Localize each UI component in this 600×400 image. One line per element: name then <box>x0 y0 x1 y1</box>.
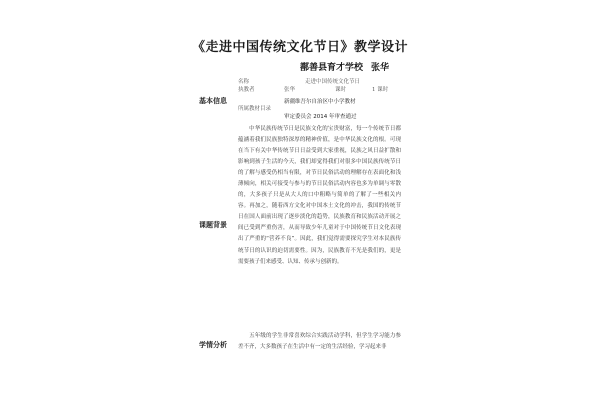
school-name: 鄯善县育才学校 <box>300 63 364 73</box>
document-title: 《走进中国传统文化节日》教学设计 <box>191 40 408 55</box>
section-background: 课题背景 <box>199 221 227 229</box>
background-text: 中华民族传统节日是民族文化的宝贵财富，每一个传统节日都蕴涵着我们民族独特深厚的精神价值，是中华民族文化的根。可现在当下有关中华传统节日日益受到大家重视，民族之风日益扩散和影响到孩子生活的今天，我们却觉得我们对很多中国民族传统节日的了解与感受仍相当有限，对节日民俗活动的理解存在表面化和浅薄倾向，相关可接受与参与的节日民俗活动内容也多为单调与零散的，大多孩子只是从大人的口中粗略与简单的了解了一些相关内容。再加之，随着西方文化对中国本土文化的冲击，我国的传统节日在国人面前出现了逐步淡化的趋势，民族教育和民族活动开展之间已受到严重伤害，从而导致少年儿童对于中国传统节日文化表现出了严重的“营养不良”。因此，我们觉得需要探究学生对本民族传统节日的认识的迫切需要性。因为，民族教育不光是我们的，更是需要孩子们来感受、认知、传承与创新的。 <box>238 126 401 265</box>
section-learner-analysis: 学情分析 <box>199 341 227 349</box>
textbook-line-1: 新疆维吾尔自治区中小学教材 <box>284 99 356 105</box>
hours-value: 1 课时 <box>372 87 389 93</box>
textbook-line-2: 审定委员会 2014 年审查通过 <box>284 114 357 120</box>
hours-label: 课时 <box>335 87 347 93</box>
learner-text: 五年级的学生非常喜欢综合实践活动学科，但学生学习能力参差不齐，大多数孩子在生活中有一定的生活经验，学习起来非 <box>238 333 401 351</box>
teacher-value: 张华 <box>284 87 296 93</box>
learner-paragraph <box>238 331 401 353</box>
author-name: 张华 <box>371 63 390 73</box>
teacher-label: 执教者 <box>238 87 255 93</box>
name-value: 走进中国传统文化节日 <box>305 79 361 85</box>
section-basic-info: 基本信息 <box>199 97 227 105</box>
textbook-label: 所属教材目录 <box>238 106 272 112</box>
name-label: 名称 <box>238 79 250 85</box>
background-paragraph <box>238 124 401 268</box>
